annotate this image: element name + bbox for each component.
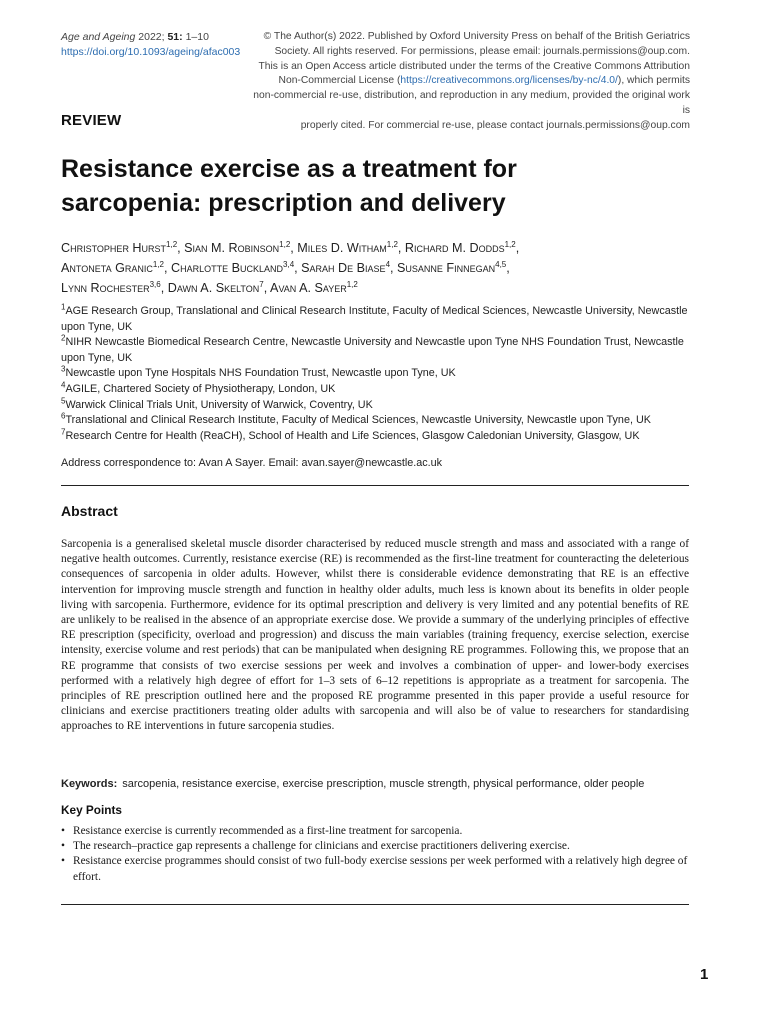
bullet-icon: • xyxy=(61,855,65,868)
affiliation: $^6$Translational and Clinical Research Institute, Faculty of Medical Sciences, Newcastle University, Newcastle upon Tyne, UK xyxy=(61,411,651,427)
author[interactable]: Christopher Hurst$^{1,2}$ xyxy=(61,239,178,255)
affiliation: $^1$AGE Research Group, Translational and Clinical Research Institute, Faculty of Medical Sciences, Newcastle University, Newcastle upon Tyne, UK xyxy=(61,302,688,333)
copyright-line: non-commercial re-use, distribution, and reproduction in any medium, provided the original work is xyxy=(253,90,690,116)
author[interactable]: Sarah De Biase$^4$ xyxy=(301,259,391,275)
copyright-line: Society. All rights reserved. For permissions, please email: journals.permissions@oup.com. xyxy=(274,45,690,57)
key-point: • Resistance exercise programmes should consist of two full-body exercise sessions per week performed with a relatively high degree of effort. xyxy=(61,855,688,883)
journal-year: 2022; xyxy=(138,31,165,43)
author[interactable]: Susanne Finnegan$^{4,5}$ xyxy=(397,259,507,275)
key-point: • The research–practice gap represents a challenge for clinicians and exercise practitioners delivering exercise. xyxy=(61,839,689,854)
keywords-label: Keywords: xyxy=(61,778,118,790)
affiliation: $^4$AGILE, Chartered Society of Physiotherapy, London, UK xyxy=(61,380,336,395)
author[interactable]: Miles D. Witham$^{1,2}$ xyxy=(297,239,398,255)
author[interactable]: Richard M. Dodds$^{1,2}$ xyxy=(404,239,516,255)
author[interactable]: Antoneta Granic$^{1,2}$ xyxy=(61,259,164,275)
bullet-icon: • xyxy=(61,840,65,853)
keywords-text: sarcopenia, resistance exercise, exercise prescription, muscle strength, physical performance, older people xyxy=(122,778,645,790)
section-label: REVIEW xyxy=(61,112,122,129)
author[interactable]: Lynn Rochester$^{3,6}$ xyxy=(61,279,161,295)
copyright-notice xyxy=(248,30,690,134)
journal-citation xyxy=(61,30,240,60)
license-link[interactable]: https://creativecommons.org/licenses/by-nc/4.0/ xyxy=(400,75,618,87)
abstract-text: Sarcopenia is a generalised skeletal muscle disorder characterised by reduced muscle strength and mass and associated with a range of negative health outcomes. Currently, resistance exercise (RE) is recommended as the first-line treatment for counteracting the deleterious consequences of sarcopenia in older adults. However, whilst there is considerable evidence demonstrating that RE is an effective intervention for improving muscle strength and function in healthy older adults, much less is known about its benefits in older people living with sarcopenia. Furthermore, evidence for its optimal prescription and delivery is very limited and any potential benefits of RE are unlikely to be realised in the absence of an appropriate exercise dose. We provide a summary of the underlying principles of effective RE prescription (specificity, overload and progression) and discuss the main variables (training frequency, exercise selection, exercise intensity, exercise volume and rest periods) that can be manipulated when designing RE programmes. Following this, we propose that an RE programme that consists of two exercise sessions per week and involves a combination of upper- and lower-body exercises performed with a relatively high degree of effort for 1–3 sets of 6–12 repetitions is appropriate as a treatment for sarcopenia. The principles of RE prescription outlined here and the proposed RE programme presented in this paper provide a useful resource for clinicians and exercise practitioners treating older adults with sarcopenia and will also be of value to researchers for standardising approaches to RE interventions in future sarcopenia studies. xyxy=(61,538,689,733)
author[interactable]: Avan A. Sayer$^{1,2}$ xyxy=(270,279,358,295)
author[interactable]: Dawn A. Skelton$^7$ xyxy=(167,279,264,295)
affiliation: $^5$Warwick Clinical Trials Unit, University of Warwick, Coventry, UK xyxy=(61,395,373,411)
journal-name: Age and Ageing xyxy=(61,31,136,43)
correspondence-address: Address correspondence to: Avan A Sayer. Email: avan.sayer@newcastle.ac.uk xyxy=(61,457,443,469)
author-list: Christopher Hurst$^{1,2}$, Sian M. Robinson$^{1,2}$, Miles D. Witham$^{1,2}$, Richard M. Dodds$^{1,2}$, Antoneta Granic$^{1,2}$, Charlotte Buckland$^{3,4}$, Sarah De Biase$^4$, Susanne Finnegan$^{4,5}$, Lynn Rochester$^{3,6}$, Dawn A. Skelton$^7$, Avan A. Sayer$^{1,2}$ xyxy=(61,239,520,295)
affiliation-list xyxy=(61,304,691,444)
journal-volume: 51: xyxy=(167,31,183,43)
article-title: Resistance exercise as a treatment for sarcopenia: prescription and delivery xyxy=(61,155,517,217)
author[interactable]: Charlotte Buckland$^{3,4}$ xyxy=(171,259,295,275)
affiliation: $^3$Newcastle upon Tyne Hospitals NHS Foundation Trust, Newcastle upon Tyne, UK xyxy=(61,364,456,380)
divider xyxy=(61,904,689,905)
abstract-heading: Abstract xyxy=(61,503,118,519)
key-points-heading: Key Points xyxy=(61,803,122,817)
keywords xyxy=(61,778,689,790)
author[interactable]: Sian M. Robinson$^{1,2}$ xyxy=(184,239,291,255)
citation-line xyxy=(61,30,240,45)
copyright-line: Non-Commercial License (https://creativecommons.org/licenses/by-nc/4.0/), which permits xyxy=(278,75,690,87)
copyright-line: © The Author(s) 2022. Published by Oxford University Press on behalf of the British Geriatrics xyxy=(263,31,690,42)
affiliation: $^7$Research Centre for Health (ReaCH), School of Health and Life Sciences, Glasgow Caledonian University, Glasgow, UK xyxy=(61,427,640,442)
journal-pages: 1–10 xyxy=(185,31,209,43)
affiliation: $^2$NIHR Newcastle Biomedical Research Centre, Newcastle University and Newcastle upon Tyne NHS Foundation Trust, Newcastle upon Tyne, UK xyxy=(61,333,684,364)
doi-link[interactable]: https://doi.org/10.1093/ageing/afac003 xyxy=(61,46,241,58)
key-point: • Resistance exercise is currently recommended as a first-line treatment for sarcopenia. xyxy=(61,824,689,839)
key-points-list xyxy=(61,824,689,885)
divider xyxy=(61,485,689,486)
page-number: 1 xyxy=(700,966,709,983)
bullet-icon: • xyxy=(61,825,65,837)
copyright-line: This is an Open Access article distributed under the terms of the Creative Commons Attribution xyxy=(258,60,690,72)
copyright-line: properly cited. For commercial re-use, please contact journals.permissions@oup.com xyxy=(300,119,690,131)
